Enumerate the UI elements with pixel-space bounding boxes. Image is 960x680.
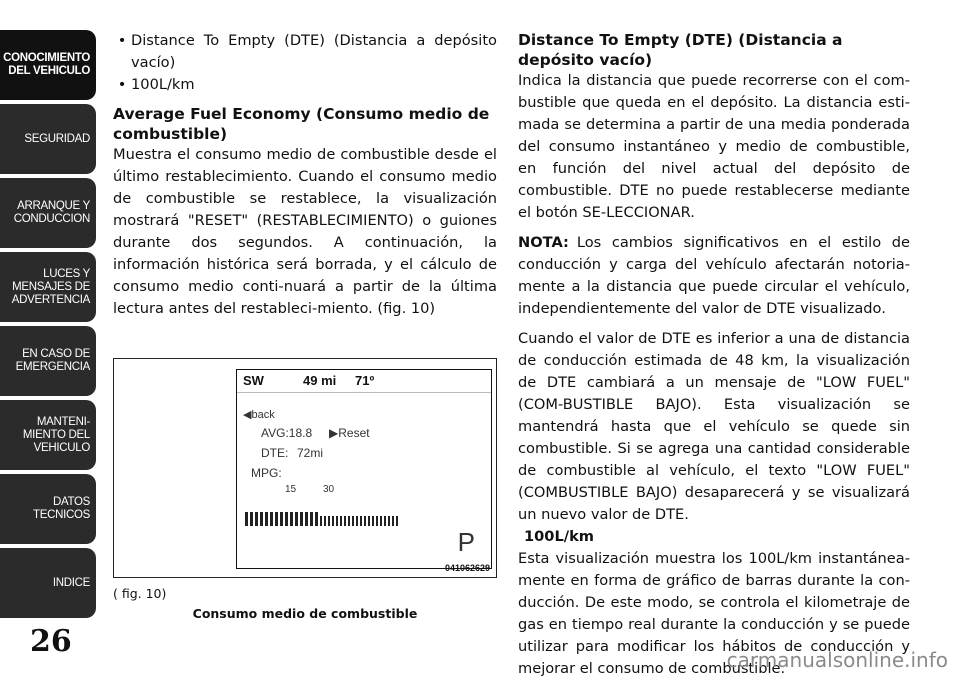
dte-label: DTE: (261, 446, 289, 460)
bullet-icon: • (117, 76, 127, 93)
scale-label-30: 30 (323, 484, 335, 495)
dte-value: 72mi (297, 446, 324, 460)
triangle-left-icon: ◀ (243, 409, 252, 421)
watermark: carmanualsonline.info (726, 648, 948, 672)
bullet-icon: • (117, 32, 127, 49)
temperature-reading: 71º (355, 373, 375, 388)
section-heading: Average Fuel Economy (Consumo medio de combustible) (113, 105, 490, 143)
back-item: ◀back (243, 409, 275, 421)
scale-label-15: 15 (285, 484, 297, 495)
note-paragraph: NOTA: Los cambios significativos en el estilo de conducción y carga del vehículo afectarán notoria-mente a la distancia que puede circular el vehículo, independientemente del valor de DTE visualizado. (518, 234, 910, 317)
tab-datos-tecnicos[interactable]: DATOS TECNICOS (0, 474, 96, 544)
gear-indicator: P (457, 527, 475, 557)
body-text: Cuando el valor de DTE es inferior a una de distancia de conducción estimada de 48 km, la visualización de DTE cambiará a un mensaje de "LOW FUEL" (COM-BUSTIBLE BAJO). Esta visualización se mantendrá hasta que el vehículo se quede sin combustible. Si se agrega una cantidad considerable de combustible al vehículo, el texto "LOW FUEL" (COMBUSTIBLE BAJO) desaparecerá y se visualizará un nuevo valor de DTE. (518, 330, 910, 523)
figure-title: Consumo medio de combustible (192, 606, 418, 621)
figure-frame (113, 358, 497, 578)
body-text: Muestra el consumo medio de combustible desde el último restablecimiento. Cuando el consumo medio de combustible se restablece, la visualización mostrará "RESET" (RESTABLECIMIENTO) o guiones durante dos segundos. A continuación, la información histórica será borrada, y el cálculo de consumo medio conti-nuará a partir de la última lectura antes del restableci-miento. (fig. 10) (113, 146, 497, 317)
tab-indice[interactable]: INDICE (0, 548, 96, 618)
display-status-bar (237, 370, 491, 393)
tab-conocimiento-del-vehiculo[interactable]: CONOCIMIENTO DEL VEHICULO (0, 30, 96, 100)
note-label: NOTA: (518, 234, 569, 251)
tab-luces-y-mensajes[interactable]: LUCES Y MENSAJES DE ADVERTENCIA (0, 252, 96, 322)
reset-item: ▶Reset (329, 426, 370, 440)
tab-mantenimiento[interactable]: MANTENI- MIENTO DEL VEHICULO (0, 400, 96, 470)
body-text: Indica la distancia que puede recorrerse con el com-bustible que queda en el depósito. La distancia esti-mada se determina a partir de una media ponderada del consumo instantáneo y medio de combustible, en función del nivel actual del depósito de combustible. DTE no puede restablecerse mediante el botón SE-LECCIONAR. (518, 72, 910, 221)
compass-reading: SW (243, 373, 264, 388)
display-screen (236, 369, 492, 569)
consumption-bar-graph (245, 514, 398, 526)
left-column (113, 30, 497, 320)
avg-reading: AVG:18.8 (261, 426, 313, 440)
subsection-heading: 100L/km (524, 528, 595, 545)
body-text: Esta visualización muestra los 100L/km instantánea-mente en forma de gráfico de barras durante la con-ducción. De este modo, se controla el kilometraje de gas en tiempo real durante la conducción y se puede utilizar para modificar los hábitos de conducción y mejorar el consumo de combustible. (518, 550, 910, 677)
mpg-label: MPG: (251, 466, 282, 480)
range-reading: 49 mi (303, 373, 337, 388)
figure-caption: ( fig. 10) (113, 586, 167, 601)
list-item: • Distance To Empty (DTE) (Distancia a depósito vacío) (113, 30, 497, 74)
triangle-right-icon: ▶ (329, 426, 339, 440)
tab-seguridad[interactable]: SEGURIDAD (0, 104, 96, 174)
tab-en-caso-de-emergencia[interactable]: EN CASO DE EMERGENCIA (0, 326, 96, 396)
list-item: • 100L/km (113, 74, 497, 96)
section-heading: Distance To Empty (DTE) (Distancia a depósito vacío) (518, 31, 843, 69)
figure-code: 041062629 (444, 563, 490, 573)
tab-arranque-y-conduccion[interactable]: ARRANQUE Y CONDUCCION (0, 178, 96, 248)
page-number: 26 (30, 624, 72, 659)
right-column (518, 30, 910, 680)
